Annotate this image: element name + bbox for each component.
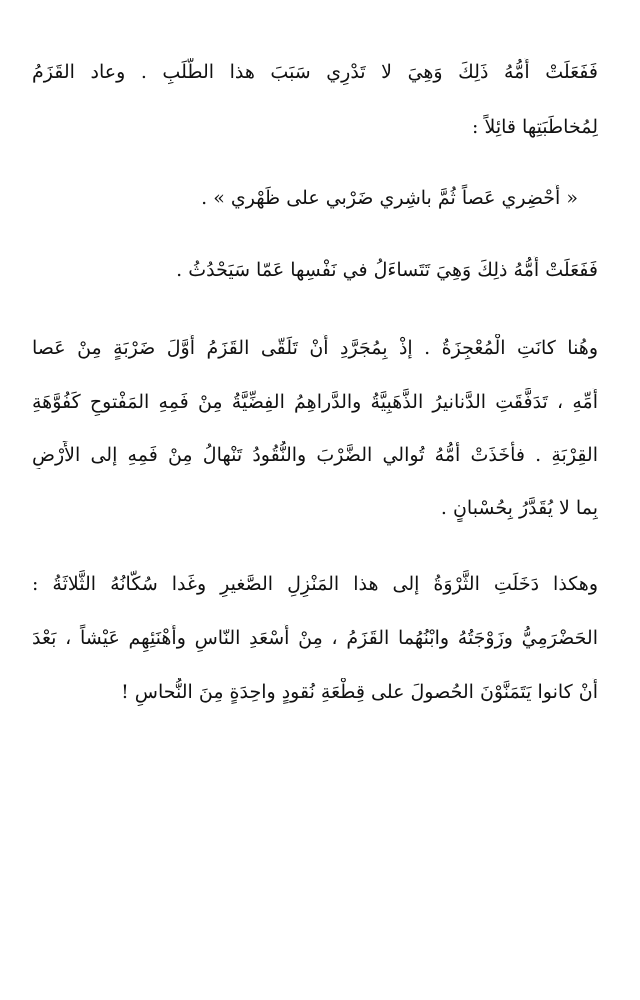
paragraph-1-line-1: فَفَعَلَتْ أُمُّهُ ذَلِكَ وَهِيَ لا تَدْرِي سَبَبَ هذا الطَّلَبِ . وعاد القَزَمُ	[32, 61, 598, 83]
paragraph-4-line-2: أُمِّهِ ، تَدَفَّقَتِ الدَّنانيرُ الذَّهَبِيَّةُ والدَّراهِمُ الفِضِّيَّةُ مِنْ فَمِهِ المَفْتوحِ كَفُوَّهَةِ	[32, 391, 598, 413]
paragraph-4-line-4: بِما لا يُقَدَّرُ بِحُسْبانٍ .	[440, 497, 598, 519]
paragraph-2-line-1: « أَحْضِري عَصاً ثُمَّ باشِري ضَرْبي على ظَهْري » .	[201, 187, 578, 209]
paragraph-5-line-1: وهكذا دَخَلَتِ الثَّرْوَةُ إلى هذا المَنْزِلِ الصَّغيرِ وغَدا سُكّانُهُ الثَّلاثَةُ :	[32, 573, 598, 595]
paragraph-4-line-3: القِرْبَةِ . فأَخَذَتْ أُمُّهُ تُوالي الضَّرْبَ والنُّقُودُ تَنْهالُ مِنْ فَمِهِ إلى الأَرْضِ	[32, 444, 598, 466]
paragraph-4-line-1: وهُنا كانَتِ الْمُعْجِزَةُ . إذْ بِمُجَرَّدِ أَنْ تَلَقّى القَزَمُ أَوَّلَ ضَرْبَةٍ مِنْ عَصا	[32, 337, 598, 359]
paragraph-5-line-2: الحَضْرَمِيُّ وزَوْجَتُهُ وابْنُهُما القَزَمُ ، مِنْ أَسْعَدِ النّاسِ وأَهْنَئِهِم عَيْشاً ، بَعْدَ	[32, 627, 598, 649]
paragraph-3-line-1: فَفَعَلَتْ أُمُّهُ ذلِكَ وَهِيَ تَتَساءَلُ في نَفْسِها عَمّا سَيَحْدُثُ .	[176, 259, 598, 281]
paragraph-1-line-2: لِمُخاطَبَتِها قائِلاً :	[472, 116, 598, 138]
paragraph-5-line-3: أَنْ كانوا يَتَمَنَّوْنَ الحُصولَ على قِطْعَةِ نُقودٍ واحِدَةٍ مِنَ النُّحاسِ !	[121, 681, 598, 703]
